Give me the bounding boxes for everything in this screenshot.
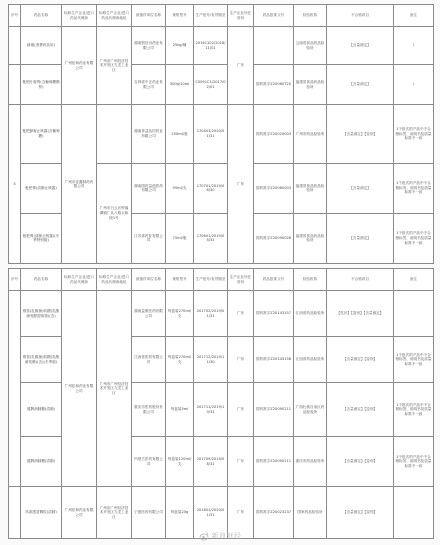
header-cell: 生产企业所在省份 — [228, 5, 254, 27]
lot-expiry: 170701/2019/06/30 — [194, 163, 228, 213]
manufacturer-address: 广州市广州经济技术开发区九龙工业区 — [97, 27, 132, 105]
manufacturer: 广州佳和药业有限公司 — [62, 27, 97, 105]
remark: 1个批次的产品中不合格标签、说明书及质量标准不一致 — [394, 437, 434, 487]
testing-lab: 福建省食品药品检验所 — [294, 65, 327, 105]
sampled-unit: 湖南益康医药有限公司 — [132, 291, 166, 337]
row-number — [9, 65, 21, 105]
manufacturer: 广州佳和药业有限公司 — [62, 291, 97, 487]
approval-number: 国药准字Z20060720 — [254, 65, 294, 105]
sampled-unit: 湖南省益达信药业有限公司 — [132, 105, 166, 163]
failed-items: 【含量测定】 — [327, 163, 394, 213]
table-row — [9, 27, 434, 65]
approval-number: 国药准字Z20143157 — [254, 291, 294, 337]
row-number: 3 — [9, 105, 21, 264]
header-cell: 规格型号 — [166, 5, 194, 27]
header-cell: 不合格项目 — [327, 269, 394, 291]
testing-lab: 福建省食品药品检验所 — [294, 163, 327, 213]
header-cell: 被抽样单位名称 — [132, 269, 166, 291]
failed-items: 【含量测定】【鉴别】 — [327, 437, 394, 487]
lot-expiry: 201712/2019/11/30 — [194, 337, 228, 383]
table-header-row — [9, 5, 434, 27]
sampled-unit: 重庆市医药股份有限公司 — [132, 383, 166, 437]
drug-name: 维泰(乳酸菌)软糖(乳酸菌发酵)(含)(冬季版) — [21, 337, 62, 383]
lot-expiry: 170601/2019/05/31 — [194, 213, 228, 263]
header-cell: 药品批准文号 — [254, 269, 294, 291]
header-cell: 生产企业所在省份 — [228, 269, 254, 291]
row-number — [9, 487, 21, 539]
drug-name: 枇杷叶蜜膏(含葡萄糖酸锌) — [21, 65, 62, 105]
testing-lab: 国家药品检验所 — [294, 487, 327, 539]
sampled-unit: 湖南银信谷药业有限公司 — [132, 27, 166, 65]
sampled-unit: 吉林省中正药业有限公司 — [132, 65, 166, 105]
remark — [394, 487, 434, 539]
lot-expiry: 20161102/2018/11/01 — [194, 27, 228, 65]
testing-lab: 福建省食品药品检验所 — [294, 213, 327, 263]
drug-name: 枇杷膏(清肺止咳露)(冬季特别版) — [21, 213, 62, 263]
header-cell: 药品批准文号 — [254, 5, 294, 27]
header-cell: 备注 — [394, 269, 434, 291]
spec: 25kg/桶 — [166, 27, 194, 65]
header-cell: 检验机构 — [294, 5, 327, 27]
approval-number: 国药准字Z20060003 — [254, 163, 294, 213]
manufacturer: 广州市佳鑫制药有限公司 — [62, 105, 97, 264]
drug-name: 枇杷膏(清肺止咳露) — [21, 163, 62, 213]
drug-name: 健脾润肺糖(清肺) — [21, 383, 62, 437]
table-row — [9, 291, 434, 337]
manufacturer-address — [97, 105, 132, 163]
testing-lab: 云南省食品药品检验所 — [294, 27, 327, 65]
failed-items: 【性状】【鉴别】【含量测定】 — [327, 291, 394, 337]
lot-expiry: 201702/2019/01/31 — [194, 291, 228, 337]
approval-number: 国药准字Z20023237 — [254, 487, 294, 539]
lot-expiry: 170403/2020/01/31 — [194, 105, 228, 163]
notice-table-lower — [8, 268, 433, 538]
province: 广东 — [228, 437, 254, 487]
spec: 每盒装20g — [166, 487, 194, 539]
testing-lab: 广西壮族自治区药品检验所 — [294, 383, 327, 437]
failed-items: 【含量测定】 — [327, 213, 394, 263]
remark: 1个批次的产品中不合格标签、说明书及质量标准不一致 — [394, 105, 434, 163]
drug-name: 风寒感冒颗粒(清肺) — [21, 487, 62, 539]
sampled-unit: 内蒙古医药有限公司 — [132, 437, 166, 487]
remark: 1个批次的产品中不合格标签、说明书及质量标准不一致 — [394, 337, 434, 383]
spec: 75ml/瓶 — [166, 213, 194, 263]
manufacturer-address: 广州市广州经济技术开发区九龙工业区 — [97, 291, 132, 487]
drug-name: 蜂蜜(消费药品用) — [21, 27, 62, 65]
header-cell: 标称生产企业/进口药品代理商地址 — [97, 269, 132, 291]
remark: 1个批次的产品中不合格标签、说明书及质量标准不一致 — [394, 383, 434, 437]
header-cell: 标称生产企业/进口药品代理商 — [62, 269, 97, 291]
remark: 1个批次的产品中不合格标签、说明书及质量标准不一致 — [394, 163, 434, 213]
province: 广东 — [228, 291, 254, 337]
testing-lab: 广州市药品检验所 — [294, 105, 327, 163]
table-header-row — [9, 269, 434, 291]
approval-number: 国药准字Z20020003 — [254, 105, 294, 163]
sampled-unit: 江苏省药业有限公司 — [132, 213, 166, 263]
lot-expiry: 201711/2019/10/31 — [194, 383, 228, 437]
spec: 每盒装270ml/支 — [166, 337, 194, 383]
header-cell: 规格型号 — [166, 269, 194, 291]
drug-table-1 — [8, 4, 434, 264]
province: 广东 — [228, 487, 254, 539]
weibo-logo-icon — [199, 531, 209, 541]
notice-table-upper — [8, 4, 433, 264]
province: 广东 — [228, 337, 254, 383]
failed-items: 【含量测定】【鉴别】 — [327, 105, 394, 163]
header-cell: 不合格项目 — [327, 5, 394, 27]
spec: 每盒装270ml/支 — [166, 291, 194, 337]
drug-name: 枇杷蜂蜜止咳露(含葡萄糖) — [21, 105, 62, 163]
header-cell: 备注 — [394, 5, 434, 27]
failed-items: 【含量测定】 — [327, 27, 394, 65]
approval-number: 国药准字Z20090211 — [254, 383, 294, 437]
testing-lab: 江西省药品检验所 — [294, 291, 327, 337]
header-cell: 检验机构 — [294, 269, 327, 291]
spec: 300g/10ml — [166, 65, 194, 105]
drug-table-2 — [8, 268, 434, 539]
province: 广东 — [228, 105, 254, 264]
header-cell: 药品名称 — [21, 269, 62, 291]
spec: 95ml/支 — [166, 163, 194, 213]
header-cell: 药品名称 — [21, 5, 62, 27]
approval-number — [254, 27, 294, 65]
spec: 每盒装5ml — [166, 383, 194, 437]
remark — [394, 291, 434, 337]
approval-number: 国药准字Z20090211 — [254, 437, 294, 487]
sampled-unit: 湖南国药益道医药有限公司 — [132, 163, 166, 213]
header-cell: 生产批号/有效期至 — [194, 5, 228, 27]
failed-items: 【含量测定】【鉴别】 — [327, 487, 394, 539]
province: 广东 — [228, 27, 254, 105]
approval-number: 国药准字Z20143156 — [254, 337, 294, 383]
lot-expiry: C0091C1/2017/02/01 — [194, 65, 228, 105]
watermark — [160, 530, 280, 542]
manufacturer-address: 广州市白云区钟落潭镇广从八路太和段1号 — [97, 163, 132, 263]
header-cell: 标称生产企业/进口药品代理商地址 — [97, 5, 132, 27]
header-cell: 被抽样单位名称 — [132, 5, 166, 27]
header-cell: 序号 — [9, 5, 21, 27]
province: 广东 — [228, 383, 254, 437]
drug-name: 健脾润肺糖(清肺) — [21, 437, 62, 487]
row-number — [9, 27, 21, 65]
approval-number: 国药准字Z20090026 — [254, 213, 294, 263]
failed-items: 【含量测定】【鉴别】 — [327, 383, 394, 437]
header-cell: 生产批号/有效期至 — [194, 269, 228, 291]
remark: / — [394, 65, 434, 105]
manufacturer-address: 广州市广州经济技术开发区九龙工业区 — [97, 487, 132, 539]
header-cell: 序号 — [9, 269, 21, 291]
testing-lab: 重庆市药品检验所 — [294, 437, 327, 487]
row-number — [9, 291, 21, 487]
sampled-unit: 江西省医药有限公司 — [132, 337, 166, 383]
lot-expiry: 201801/2020/01/31 — [194, 487, 228, 539]
remark: / — [394, 27, 434, 65]
remark: 1个批次的产品中不合格标签、说明书及质量标准不一致 — [394, 213, 434, 263]
sampled-unit: 宁夏医药有限公司 — [132, 487, 166, 539]
testing-lab: 江西省药品检验所 — [294, 337, 327, 383]
failed-items: 【含量测定】【鉴别】 — [327, 337, 394, 383]
watermark-text: 新浪财经 — [211, 532, 242, 540]
table-row — [9, 105, 434, 163]
spec: 每盒装120ml/支 — [166, 437, 194, 487]
manufacturer: 广州佳和药业有限公司 — [62, 487, 97, 539]
header-cell: 标称生产企业/进口药品代理商 — [62, 5, 97, 27]
failed-items: 【含量测定】 — [327, 65, 394, 105]
spec: 250ml/瓶 — [166, 105, 194, 163]
drug-name: 维泰(乳酸菌)软糖(乳酸菌发酵提取物)(含) — [21, 291, 62, 337]
lot-expiry: 201709/2019/08/31 — [194, 437, 228, 487]
